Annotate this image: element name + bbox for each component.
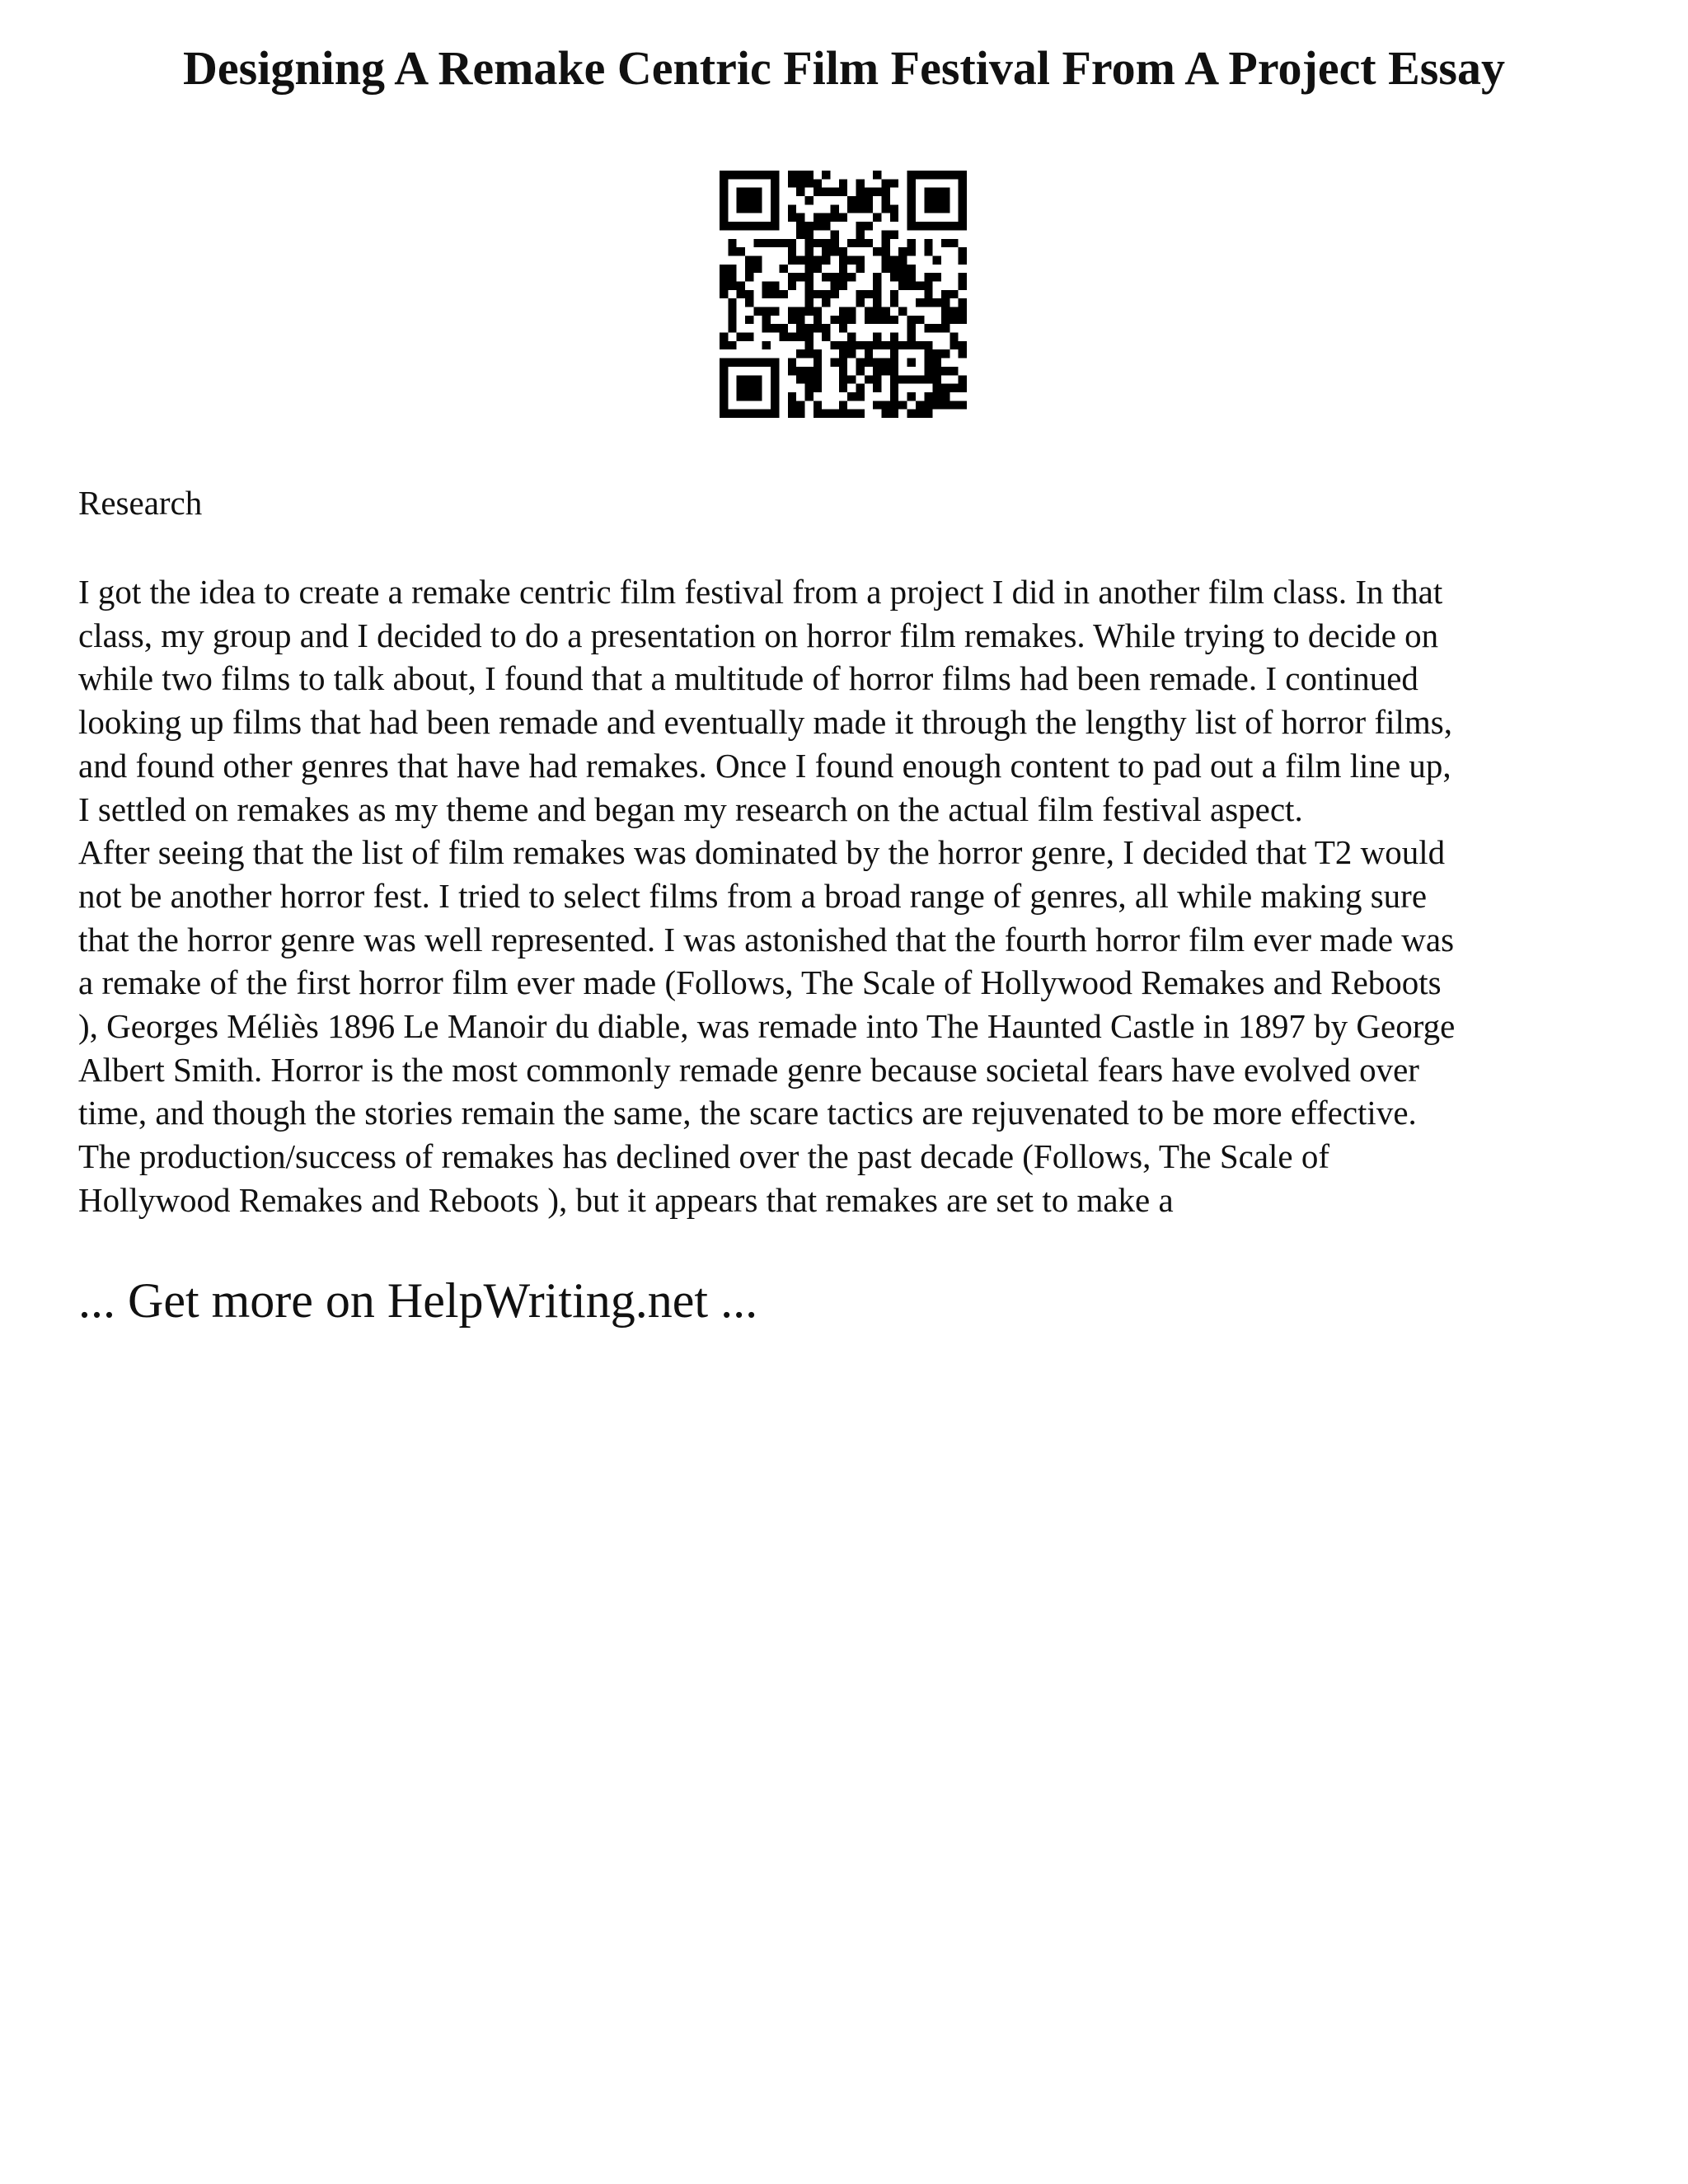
essay-line: and found other genres that have had remakes. Once I found enough content to pad out a film line up, [78, 746, 1451, 785]
essay-line: Albert Smith. Horror is the most commonly remade genre because societal fears have evolved over [78, 1050, 1419, 1089]
essay-line: a remake of the first horror film ever made (Follows, The Scale of Hollywood Remakes and Reboots [78, 963, 1442, 1002]
essay-line: time, and though the stories remain the same, the scare tactics are rejuvenated to be more effective. [78, 1094, 1417, 1132]
essay-line: I got the idea to create a remake centric film festival from a project I did in another film class. In that [78, 573, 1443, 611]
get-more-link[interactable]: ... Get more on HelpWriting.net ... [78, 1273, 758, 1328]
qr-code-icon [720, 171, 967, 418]
essay-line: that the horror genre was well represented. I was astonished that the fourth horror film ever made was [78, 920, 1455, 958]
essay-line: ), Georges Méliès 1896 Le Manoir du diable, was remade into The Haunted Castle in 1897 by George [78, 1007, 1456, 1046]
essay-line: I settled on remakes as my theme and began my research on the actual film festival aspect. [78, 790, 1303, 828]
essay-line: class, my group and I decided to do a presentation on horror film remakes. While trying to decide on [78, 616, 1439, 654]
essay-line: not be another horror fest. I tried to select films from a broad range of genres, all while making sure [78, 876, 1428, 915]
essay-line: Hollywood Remakes and Reboots ), but it appears that remakes are set to make a [78, 1180, 1174, 1219]
essay-line: while two films to talk about, I found that a multitude of horror films had been remade. I continued [78, 659, 1418, 698]
essay-body [78, 570, 1628, 1222]
essay-line: After seeing that the list of film remakes was dominated by the horror genre, I decided that T2 would [78, 833, 1446, 872]
essay-line: The production/success of remakes has declined over the past decade (Follows, The Scale of [78, 1137, 1330, 1176]
essay-line: looking up films that had been remade and eventually made it through the lengthy list of horror films, [78, 703, 1452, 742]
section-heading-research: Research [78, 484, 203, 522]
page-title: Designing A Remake Centric Film Festival From A Project Essay [183, 41, 1505, 95]
